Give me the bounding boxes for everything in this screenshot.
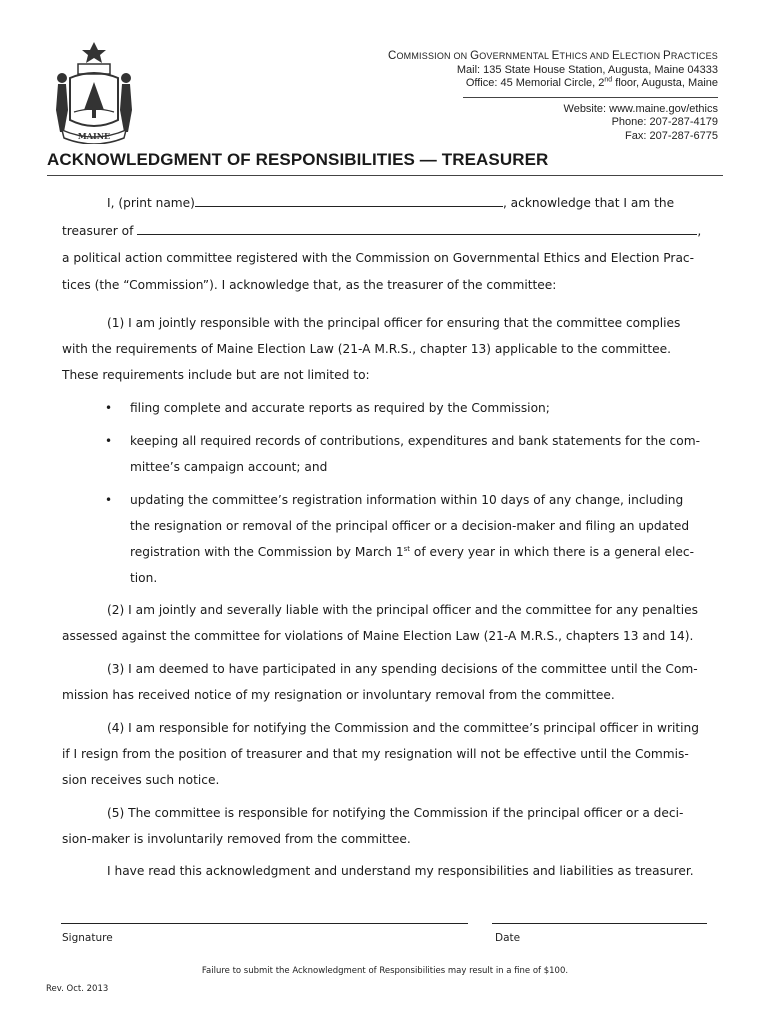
item-3-text: mission has received notice of my resignation or involuntary removal from the committee. [62,688,615,702]
item-5-text: sion-maker is involuntarily removed from the committee. [62,832,411,846]
print-name-line: I, (print name) , acknowledge that I am the [107,196,675,210]
item-1-text: with the requirements of Maine Election Law (21-A M.R.S., chapter 13) applicable to the committee. [62,342,671,356]
phone: Phone: 207-287-4179 [611,116,718,128]
date-field[interactable] [492,923,707,924]
date-label: Date [495,932,521,944]
revision-date: Rev. Oct. 2013 [46,984,109,994]
agency-name: COMMISSION ON GOVERNMENTAL ETHICS AND ELECTION PRACTICES [387,50,718,62]
website: Website: www.maine.gov/ethics [563,102,718,115]
fax: Fax: 207-287-6775 [625,129,718,142]
bullet-item: registration with the Commission by March 1st of every year in which there is a general elec- [130,544,695,559]
item-1-text: (1) I am jointly responsible with the principal officer for ensuring that the committee complies [107,316,681,330]
item-4-text: sion receives such notice. [62,773,220,787]
item-2-text: assessed against the committee for violations of Maine Election Law (21-A M.R.S., chapters 13 and 14). [62,629,694,643]
committee-name-field[interactable] [137,222,697,235]
fine-notice: Failure to submit the Acknowledgment of Responsibilities may result in a fine of $100. [201,966,569,976]
bullet-item: updating the committee’s registration information within 10 days of any change, including [130,493,684,507]
bullet-item: tion. [130,571,158,585]
bullet-item: keeping all required records of contributions, expenditures and bank statements for the com- [130,434,700,448]
mail-address: Mail: 135 State House Station, Augusta, Maine 04333 [456,63,718,76]
item-4-text: (4) I am responsible for notifying the Commission and the committee’s principal officer in writing [107,721,699,735]
print-name-field[interactable] [195,194,503,207]
bullet-item: filing complete and accurate reports as required by the Commission; [130,401,550,415]
signature-field[interactable] [61,923,468,924]
item-2-text: (2) I am jointly and severally liable with the principal officer and the committee for any penalties [107,603,698,617]
item-3-text: (3) I am deemed to have participated in any spending decisions of the committee until the Com- [107,662,698,676]
closing-statement: I have read this acknowledgment and understand my responsibilities and liabilities as treasurer. [107,864,694,878]
bullet-item: mittee’s campaign account; and [130,460,328,474]
bullet-icon: • [105,434,113,448]
intro-text: a political action committee registered with the Commission on Governmental Ethics and Election Prac- [62,251,695,265]
intro-text: tices (the “Commission”). I acknowledge that, as the treasurer of the committee: [62,278,557,292]
committee-name-line: treasurer of , [62,224,702,238]
svg-text:MAINE: MAINE [77,131,111,141]
bullet-icon: • [105,401,113,415]
bullet-item: the resignation or removal of the principal officer or a decision-maker and filing an updated [130,519,690,533]
item-4-text: if I resign from the position of treasurer and that my resignation will not be effective until the Commis- [62,747,689,761]
item-1-text: These requirements include but are not limited to: [62,368,370,382]
item-5-text: (5) The committee is responsible for notifying the Commission if the principal officer or a deci- [107,806,684,820]
signature-label: Signature [62,932,113,944]
form-title: ACKNOWLEDGMENT OF RESPONSIBILITIES — TREASURER [47,150,549,169]
office-address: Office: 45 Memorial Circle, 2nd floor, Augusta, Maine [465,76,718,89]
bullet-icon: • [105,493,113,507]
